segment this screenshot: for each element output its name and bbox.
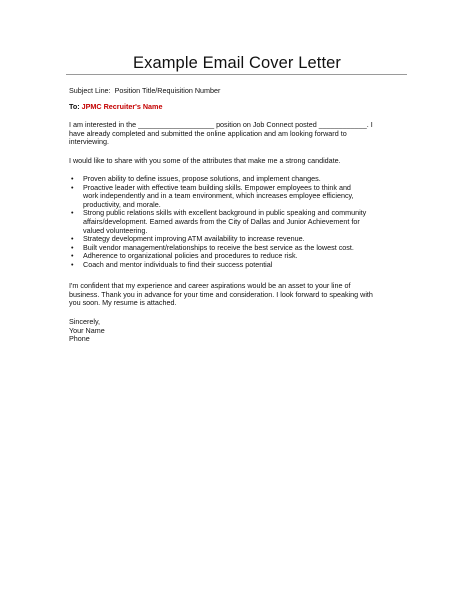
attributes-intro: I would like to share with you some of the attributes that make me a strong candidate. [69, 156, 341, 165]
closing-paragraph [69, 282, 409, 308]
list-item [69, 184, 409, 210]
list-item-line: Coach and mentor individuals to find their success potential [83, 259, 273, 269]
list-item [69, 209, 409, 235]
signer-name: Your Name [69, 325, 105, 335]
signer-phone: Phone [69, 334, 90, 344]
bullet-icon: • [71, 182, 74, 192]
subject-value: Position Title/Requisition Number [114, 86, 221, 95]
recipient-line [69, 103, 409, 112]
list-item-line: valued volunteering. [83, 225, 148, 235]
list-item-line: productivity, and morale. [83, 199, 161, 209]
list-item-line: Strategy development improving ATM availability to increase revenue. [83, 234, 305, 244]
list-item-line: Adherence to organizational policies and procedures to reduce risk. [83, 251, 298, 261]
list-item [69, 261, 409, 270]
closing-paragraph-line: you soon. My resume is attached. [69, 298, 177, 308]
recipient-label: To: [69, 102, 80, 111]
signature-block [69, 318, 409, 344]
subject-label: Subject Line: [69, 86, 111, 95]
intro-line: interviewing. [69, 137, 109, 147]
intro-paragraph [69, 121, 409, 147]
list-item-line: affairs/development. Earned awards from the City of Dallas and Junior Achievement for [83, 216, 360, 226]
salutation: Sincerely, [69, 317, 101, 326]
bullet-icon: • [71, 208, 74, 218]
subject-line [69, 87, 409, 96]
intro-line: have already completed and submitted the online application and am looking forward to [69, 128, 347, 138]
title-divider [66, 74, 407, 75]
bullet-icon: • [71, 174, 74, 183]
intro-line: I am interested in the ___________________ position on Job Connect posted ____________. I [69, 120, 373, 129]
bullet-icon: • [71, 259, 74, 269]
recipient-name: JPMC Recruiter's Name [81, 102, 163, 111]
list-item-line: Built vendor management/relationships to receive the best service as the lowest cost. [83, 242, 354, 252]
list-item-line: Proven ability to define issues, propose solutions, and implement changes. [83, 174, 321, 183]
attributes-list [69, 175, 409, 270]
bullet-icon: • [71, 251, 74, 261]
list-item-line: Proactive leader with effective team building skills. Empower employees to think and [83, 182, 351, 192]
closing-paragraph-line: I'm confident that my experience and career aspirations would be an asset to your line of [69, 281, 351, 290]
page-title: Example Email Cover Letter [132, 54, 341, 72]
closing-paragraph-line: business. Thank you in advance for your time and consideration. I look forward to speaking with [69, 289, 373, 299]
list-item-line: work independently and in a team environment, which increases employee efficiency, [83, 191, 354, 201]
bullet-icon: • [71, 242, 74, 252]
list-item-line: Strong public relations skills with excellent background in public speaking and community [83, 208, 367, 218]
bullet-icon: • [71, 234, 74, 244]
